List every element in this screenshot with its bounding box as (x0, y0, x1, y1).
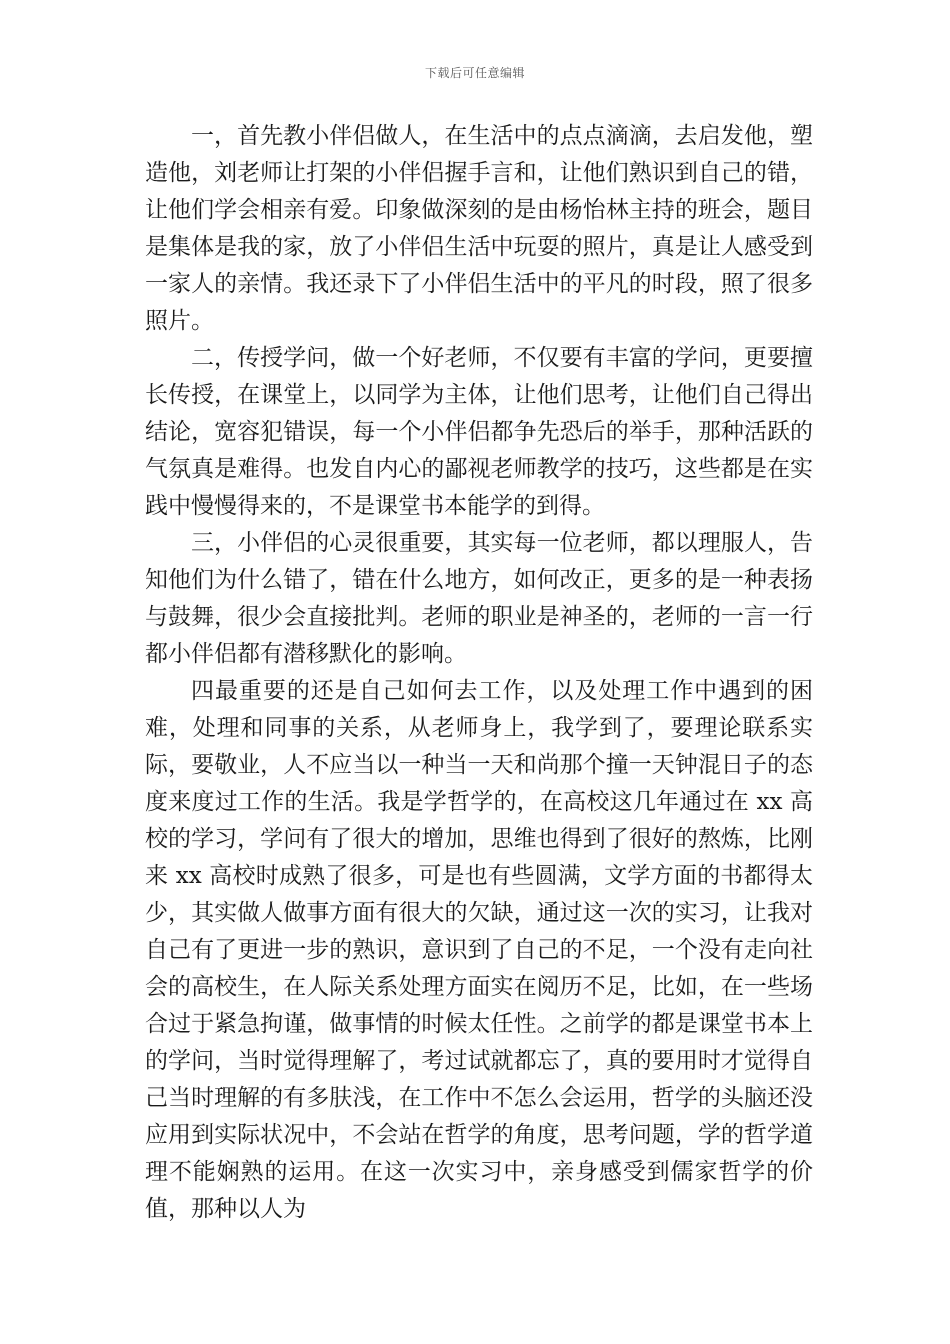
page-header-note: 下载后可任意编辑 (424, 66, 525, 80)
document-body (145, 118, 813, 1228)
paragraph-2: 二，传授学问，做一个好老师，不仅要有丰富的学问，更要擅长传授，在课堂上，以同学为主体，让他们思考，让他们自己得出结论，宽容犯错误，每一个小伴侣都争先恐后的举手，那种活跃的气氛真是难得。也发自内心的鄙视老师教学的技巧，这些都是在实践中慢慢得来的，不是课堂书本能学的到得。 (145, 345, 813, 519)
paragraph-1: 一，首先教小伴侣做人，在生活中的点点滴滴，去启发他，塑造他，刘老师让打架的小伴侣握手言和，让他们熟识到自己的错，让他们学会相亲有爱。印象做深刻的是由杨怡林主持的班会，题目是集体是我的家，放了小伴侣生活中玩耍的照片，真是让人感受到一家人的亲情。我还录下了小伴侣生活中的平凡的时段，照了很多照片。 (145, 123, 813, 334)
paragraph-4: 四最重要的还是自己如何去工作，以及处理工作中遇到的困难，处理和同事的关系，从老师身上，我学到了，要理论联系实际，要敬业，人不应当以一种当一天和尚那个撞一天钟混日子的态度来度过工作的生活。我是学哲学的，在高校这几年通过在 xx 高校的学习，学问有了很大的增加，思维也得到了很好的熬炼，比刚来 xx 高校时成熟了很多，可是也有些圆满，文学方面的书都得太少，其实做人做事方面有很大的欠缺，通过这一次的实习，让我对自己有了更进一步的熟识，意识到了自己的不足，一个没有走向社会的高校生，在人际关系处理方面实在阅历不足，比如，在一些场合过于紧急拘谨，做事情的时候太任性。之前学的都是课堂书本上的学问，当时觉得理解了，考过试就都忘了，真的要用时才觉得自己当时理解的有多肤浅，在工作中不怎么会运用，哲学的头脑还没应用到实际状况中，不会站在哲学的角度，思考问题，学的哲学道理不能娴熟的运用。在这一次实习中，亲身感受到儒家哲学的价值，那种以人为 (145, 678, 813, 1222)
paragraph-3: 三，小伴侣的心灵很重要，其实每一位老师，都以理服人，告知他们为什么错了，错在什么地方，如何改正，更多的是一种表扬与鼓舞，很少会直接批判。老师的职业是神圣的，老师的一言一行都小伴侣都有潜移默化的影响。 (145, 530, 813, 667)
